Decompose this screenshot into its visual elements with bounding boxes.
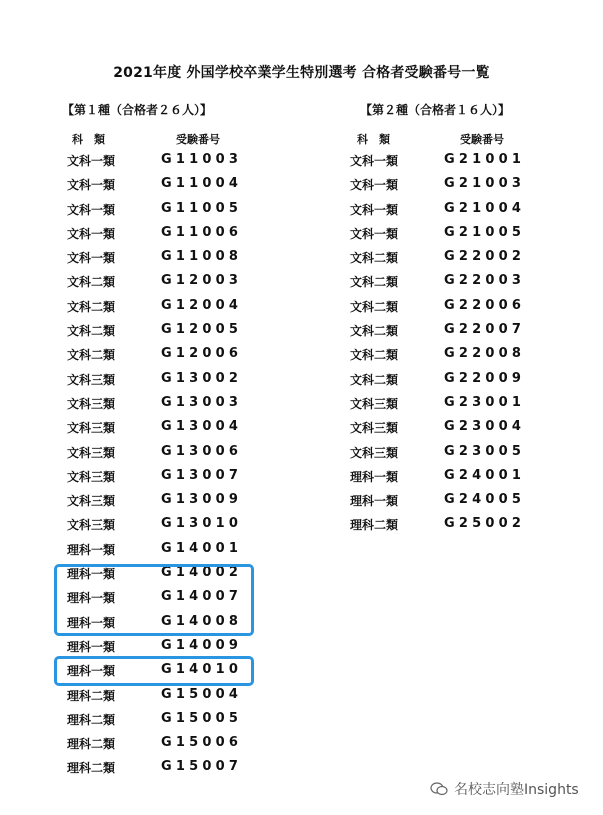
table-row [350,468,550,492]
exam-number-cell: G21004 [444,200,526,216]
exam-number-cell: G14002 [161,565,243,581]
exam-number-cell: G14007 [161,589,243,605]
subject-cell: 文科一類 [67,154,116,168]
table-row [350,225,550,249]
subject-cell: 文科一類 [350,154,399,168]
exam-number-cell: G23005 [444,443,526,459]
group1-subject-header: 科 類 [72,133,105,146]
subject-cell: 文科三類 [67,372,116,387]
subject-cell: 文科二類 [67,348,116,363]
subject-cell: 理科一類 [67,664,116,679]
table-row [350,444,550,468]
table-row [350,298,550,322]
subject-cell: 文科三類 [67,445,116,460]
exam-number-cell: G22003 [444,273,526,289]
highlight-box-2 [54,656,254,686]
subject-cell: 文科二類 [67,299,116,314]
subject-cell: 理科二類 [67,688,116,703]
table-row [350,273,550,297]
watermark-text: 名校志向塾Insights [454,782,579,798]
table-row [350,516,550,540]
exam-number-cell: G12005 [161,322,243,338]
subject-cell: 理科一類 [67,567,116,582]
table-row [67,249,267,273]
exam-number-cell: G14001 [161,540,243,556]
subject-cell: 文科二類 [350,372,399,387]
subject-cell: 文科一類 [67,251,116,266]
table-row [67,273,267,297]
exam-number-cell: G13007 [161,467,243,483]
exam-number-cell: G22006 [444,297,526,313]
table-row [67,225,267,249]
exam-number-cell: G23004 [444,419,526,435]
table-row [67,444,267,468]
page-title: 2021年度 外国学校卒業学生特別選考 合格者受験番号一覧 [113,65,490,81]
exam-number-cell: G12003 [161,273,243,289]
table-row [67,492,267,516]
subject-cell: 文科一類 [350,202,399,217]
table-row [350,346,550,370]
table-row [350,201,550,225]
table-row [67,298,267,322]
subject-cell: 理科二類 [67,737,116,752]
exam-number-cell: G15006 [161,735,243,751]
exam-number-cell: G23001 [444,394,526,410]
table-row [67,152,267,176]
table-row [67,346,267,370]
exam-number-cell: G13003 [161,394,243,410]
table-row [67,468,267,492]
subject-cell: 文科二類 [67,275,116,290]
exam-number-cell: G13002 [161,370,243,386]
exam-number-cell: G22007 [444,322,526,338]
exam-number-cell: G11006 [161,224,243,240]
table-row [350,395,550,419]
exam-number-cell: G25002 [444,516,526,532]
exam-number-cell: G11005 [161,200,243,216]
subject-cell: 文科一類 [67,226,116,241]
exam-number-cell: G12004 [161,297,243,313]
group2-table [350,152,550,541]
subject-cell: 文科一類 [350,178,399,193]
group2-number-header: 受験番号 [460,133,504,146]
subject-cell: 文科二類 [350,348,399,363]
exam-number-cell: G22009 [444,370,526,386]
table-row [67,735,267,759]
table-row [67,711,267,735]
exam-number-cell: G11008 [161,249,243,265]
subject-cell: 文科二類 [350,275,399,290]
subject-cell: 文科二類 [350,251,399,266]
table-row [350,492,550,516]
table-row [67,759,267,783]
exam-number-cell: G13009 [161,492,243,508]
exam-number-cell: G22008 [444,346,526,362]
exam-number-cell: G14008 [161,613,243,629]
exam-number-cell: G22002 [444,249,526,265]
exam-number-cell: G21003 [444,176,526,192]
subject-cell: 理科一類 [67,639,116,654]
group1-label: 【第１種（合格者２６人）】 [62,103,213,117]
table-row [67,516,267,540]
subject-cell: 文科一類 [67,202,116,217]
subject-cell: 文科一類 [350,226,399,241]
group1-number-header: 受験番号 [176,133,220,146]
subject-cell: 文科三類 [67,469,116,484]
subject-cell: 文科二類 [350,324,399,339]
subject-cell: 理科一類 [67,542,116,557]
subject-cell: 理科一類 [350,469,399,484]
subject-cell: 文科三類 [67,518,116,533]
exam-number-cell: G21001 [444,152,526,167]
table-row [67,201,267,225]
subject-cell: 文科三類 [350,421,399,436]
table-row [350,419,550,443]
group2-label: 【第２種（合格者１６人）】 [360,103,511,117]
exam-number-cell: G14009 [161,637,243,653]
table-row [67,371,267,395]
table-row [350,152,550,176]
subject-cell: 文科三類 [350,445,399,460]
table-row [67,541,267,565]
watermark [430,779,579,799]
exam-number-cell: G15005 [161,710,243,726]
exam-number-cell: G24005 [444,492,526,508]
wechat-icon [430,782,448,796]
subject-cell: 文科三類 [67,494,116,509]
subject-cell: 文科三類 [67,421,116,436]
table-row [67,322,267,346]
subject-cell: 理科一類 [67,615,116,630]
group1-table [67,152,267,784]
subject-cell: 文科二類 [350,299,399,314]
exam-number-cell: G15007 [161,759,243,775]
exam-number-cell: G11003 [161,152,243,167]
exam-number-cell: G13004 [161,419,243,435]
table-row [67,419,267,443]
highlight-box-1 [54,564,254,636]
subject-cell: 理科二類 [350,518,399,533]
table-row [67,176,267,200]
subject-cell: 理科一類 [67,591,116,606]
exam-number-cell: G13010 [161,516,243,532]
subject-cell: 理科二類 [67,712,116,727]
subject-cell: 文科二類 [67,324,116,339]
table-row [350,371,550,395]
table-row [350,176,550,200]
exam-number-cell: G12006 [161,346,243,362]
exam-number-cell: G15004 [161,686,243,702]
exam-number-cell: G11004 [161,176,243,192]
subject-cell: 理科二類 [67,761,116,776]
subject-cell: 文科三類 [67,396,116,411]
subject-cell: 文科三類 [350,396,399,411]
subject-cell: 理科一類 [350,494,399,509]
exam-number-cell: G21005 [444,224,526,240]
exam-number-cell: G13006 [161,443,243,459]
subject-cell: 文科一類 [67,178,116,193]
table-row [67,687,267,711]
exam-number-cell: G24001 [444,467,526,483]
table-row [67,395,267,419]
group2-subject-header: 科 類 [357,133,390,146]
table-row [350,249,550,273]
exam-number-cell: G14010 [161,662,243,678]
table-row [350,322,550,346]
